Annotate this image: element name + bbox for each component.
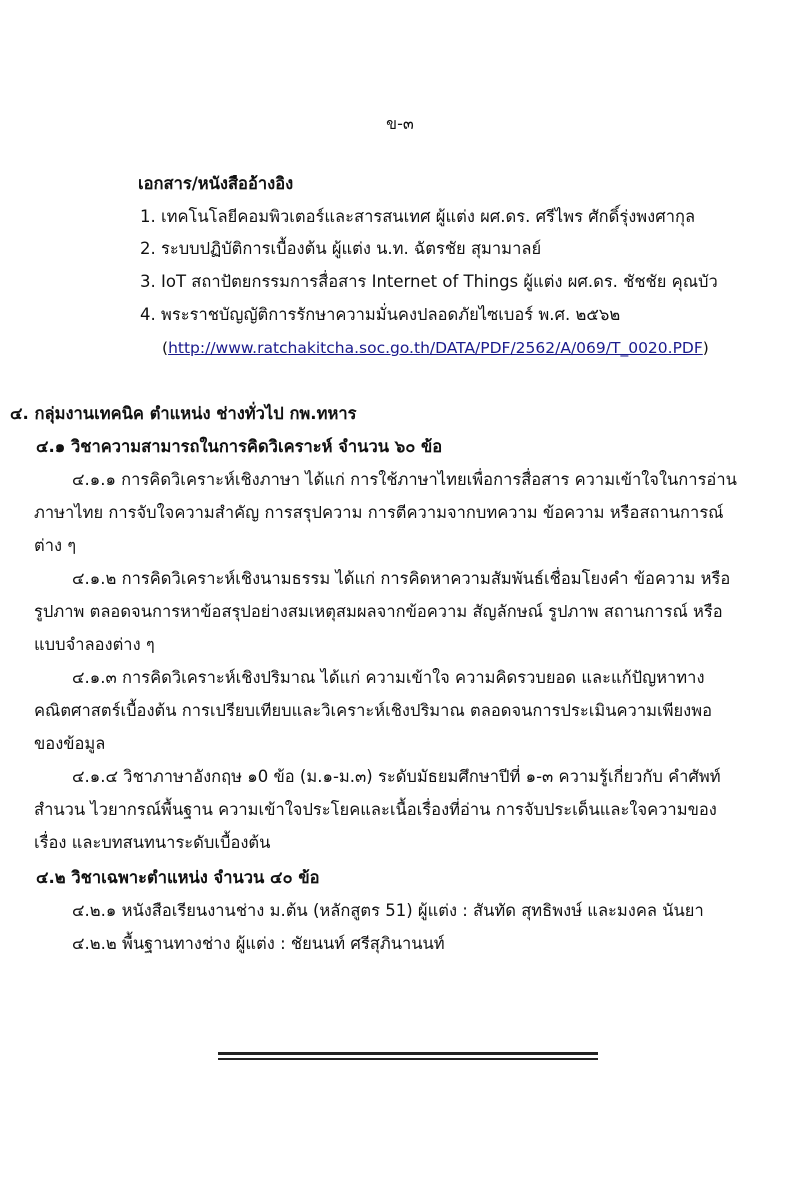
paragraph-line: ๔.๑.๑ การคิดวิเคราะห์เชิงภาษา ได้แก่ การใช้ภาษาไทยเพื่อการสื่อสาร ความเข้าใจในการอ่าน	[72, 470, 737, 489]
paragraph-line: ภาษาไทย การจับใจความสำคัญ การสรุปความ การตีความจากบทความ ข้อความ หรือสถานการณ์	[34, 503, 724, 522]
reference-item: 3. IoT สถาปัตยกรรมการสื่อสาร Internet of Things ผู้แต่ง ผศ.ดร. ชัชชัย คุณบัว	[140, 272, 718, 291]
link-open-paren: (	[162, 339, 169, 357]
paragraph-line: สำนวน ไวยากรณ์พื้นฐาน ความเข้าใจประโยคและเนื้อเรื่องที่อ่าน การจับประเด็นและใจความของ	[34, 800, 717, 819]
divider-line	[218, 1058, 598, 1060]
paragraph-line: คณิตศาสตร์เบื้องต้น การเปรียบเทียบและวิเคราะห์เชิงปริมาณ ตลอดจนการประเมินความเพียงพอ	[34, 701, 712, 720]
references-heading: เอกสาร/หนังสืออ้างอิง	[138, 174, 294, 193]
paragraph-line: ต่าง ๆ	[34, 536, 77, 555]
paragraph-line: ๔.๒.๑ หนังสือเรียนงานช่าง ม.ต้น (หลักสูตร 51) ผู้แต่ง : สันทัด สุทธิพงษ์ และมงคล นันยา	[72, 901, 704, 920]
reference-item: 1. เทคโนโลยีคอมพิวเตอร์และสารสนเทศ ผู้แต่ง ผศ.ดร. ศรีไพร ศักดิ์รุ่งพงศากุล	[140, 207, 696, 226]
paragraph-line: แบบจำลองต่าง ๆ	[34, 635, 155, 654]
paragraph-line: รูปภาพ ตลอดจนการหาข้อสรุปอย่างสมเหตุสมผลจากข้อความ สัญลักษณ์ รูปภาพ สถานการณ์ หรือ	[34, 602, 723, 621]
reference-item: 2. ระบบปฏิบัติการเบื้องต้น ผู้แต่ง น.ท. ฉัตรชัย สุมามาลย์	[140, 239, 542, 258]
divider-line	[218, 1052, 598, 1055]
reference-link[interactable]: http://www.ratchakitcha.soc.go.th/DATA/PDF/2562/A/069/T_0020.PDF	[168, 339, 703, 357]
section-4-2-title: ๔.๒ วิชาเฉพาะตำแหน่ง จำนวน ๔๐ ข้อ	[36, 868, 320, 887]
section-4-1-title: ๔.๑ วิชาความสามารถในการคิดวิเคราะห์ จำนวน ๖๐ ข้อ	[36, 437, 443, 456]
paragraph-line: เรื่อง และบทสนทนาระดับเบื้องต้น	[34, 833, 271, 852]
paragraph-line: ๔.๑.๒ การคิดวิเคราะห์เชิงนามธรรม ได้แก่ การคิดหาความสัมพันธ์เชื่อมโยงคำ ข้อความ หรือ	[72, 569, 731, 588]
paragraph-line: ๔.๑.๓ การคิดวิเคราะห์เชิงปริมาณ ได้แก่ ความเข้าใจ ความคิดรวบยอด และแก้ปัญหาทาง	[72, 668, 705, 687]
page-number: ข-๓	[386, 114, 414, 133]
reference-link-line	[162, 336, 709, 360]
paragraph-line: ของข้อมูล	[34, 734, 106, 753]
reference-item: 4. พระราชบัญญัติการรักษาความมั่นคงปลอดภัยไซเบอร์ พ.ศ. ๒๕๖๒	[140, 305, 621, 324]
section-4-title: ๔. กลุ่มงานเทคนิค ตำแหน่ง ช่างทั่วไป กพ.ทหาร	[10, 404, 357, 423]
link-close-paren: )	[702, 339, 709, 357]
paragraph-line: ๔.๒.๒ พื้นฐานทางช่าง ผู้แต่ง : ชัยนนท์ ศรีสุภินานนท์	[72, 934, 445, 953]
paragraph-line: ๔.๑.๔ วิชาภาษาอังกฤษ ๑0 ข้อ (ม.๑-ม.๓) ระดับมัธยมศึกษาปีที่ ๑-๓ ความรู้เกี่ยวกับ คำศัพท์	[72, 767, 721, 786]
